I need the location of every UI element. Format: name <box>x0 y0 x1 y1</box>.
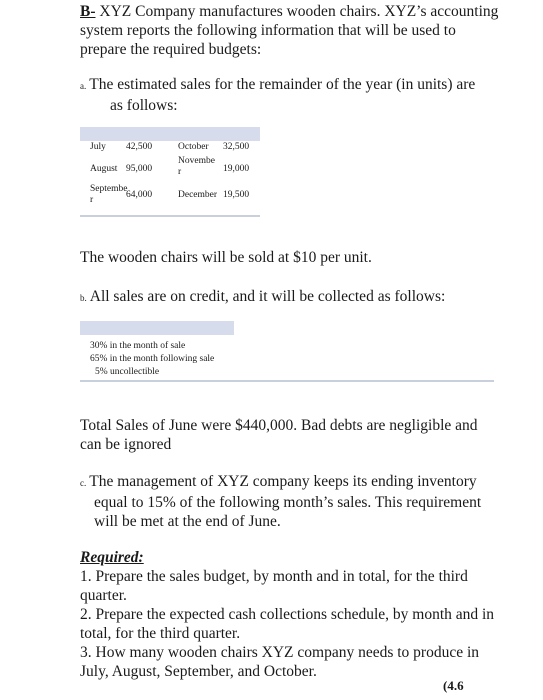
required-question-1: 1. Prepare the sales budget, by month and in total, for the third quarter. <box>80 568 468 604</box>
collections-row: 5% uncollectible <box>95 367 160 377</box>
collections-row: 30% in the month of sale <box>90 341 186 351</box>
sales-units: 95,000 <box>126 164 153 174</box>
collections-header-bar <box>80 321 234 335</box>
intro-paragraph <box>80 2 500 59</box>
intro-text: XYZ Company manufactures wooden chairs. XYZ’s accounting system reports the following information that will be used to prepare the required budgets: <box>80 3 499 58</box>
collections-row: 65% in the month following sale <box>90 354 215 364</box>
required-section <box>80 548 500 681</box>
item-b-marker: b. <box>80 293 87 303</box>
sales-month: Septembe r <box>90 184 128 205</box>
item-a-line2: as follows: <box>110 97 178 114</box>
required-heading: Required: <box>80 549 144 566</box>
required-question-3: 3. How many wooden chairs XYZ company needs to produce in July, August, September, and October. <box>80 644 480 680</box>
sales-units: 42,500 <box>126 142 153 152</box>
item-a <box>80 75 500 115</box>
section-label: B- <box>80 3 96 20</box>
price-paragraph: The wooden chairs will be sold at $10 per unit. <box>80 249 372 266</box>
sales-month: August <box>90 164 118 174</box>
sales-table-header-bar <box>80 127 260 141</box>
item-c-marker: c. <box>80 478 87 488</box>
item-a-marker: a. <box>80 81 87 91</box>
sales-month: December <box>178 190 218 200</box>
marks-label: (4.6 <box>443 678 464 693</box>
june-paragraph: Total Sales of June were $440,000. Bad debts are negligible and can be ignored <box>80 417 478 453</box>
item-b-text: All sales are on credit, and it will be collected as follows: <box>89 288 446 305</box>
sales-table-bottom-rule <box>80 215 260 217</box>
sales-units: 64,000 <box>126 190 153 200</box>
item-c-line2: equal to 15% of the following month’s sales. This requirement will be met at the end of June. <box>94 494 482 530</box>
sales-month: October <box>178 142 209 152</box>
sales-units: 32,500 <box>223 142 250 152</box>
item-c-line1: The management of XYZ company keeps its ending inventory <box>89 473 477 490</box>
item-a-line1: The estimated sales for the remainder of the year (in units) are <box>89 76 476 93</box>
collections-table <box>90 340 214 379</box>
collections-bottom-rule <box>80 380 494 382</box>
sales-month: Novembe r <box>178 156 215 177</box>
required-question-2: 2. Prepare the expected cash collections schedule, by month and in total, for the third quarter. <box>80 606 495 642</box>
sales-month: July <box>90 142 106 152</box>
sales-units: 19,500 <box>223 190 250 200</box>
item-b <box>80 287 510 308</box>
sales-units: 19,000 <box>223 164 250 174</box>
item-c <box>80 472 500 531</box>
